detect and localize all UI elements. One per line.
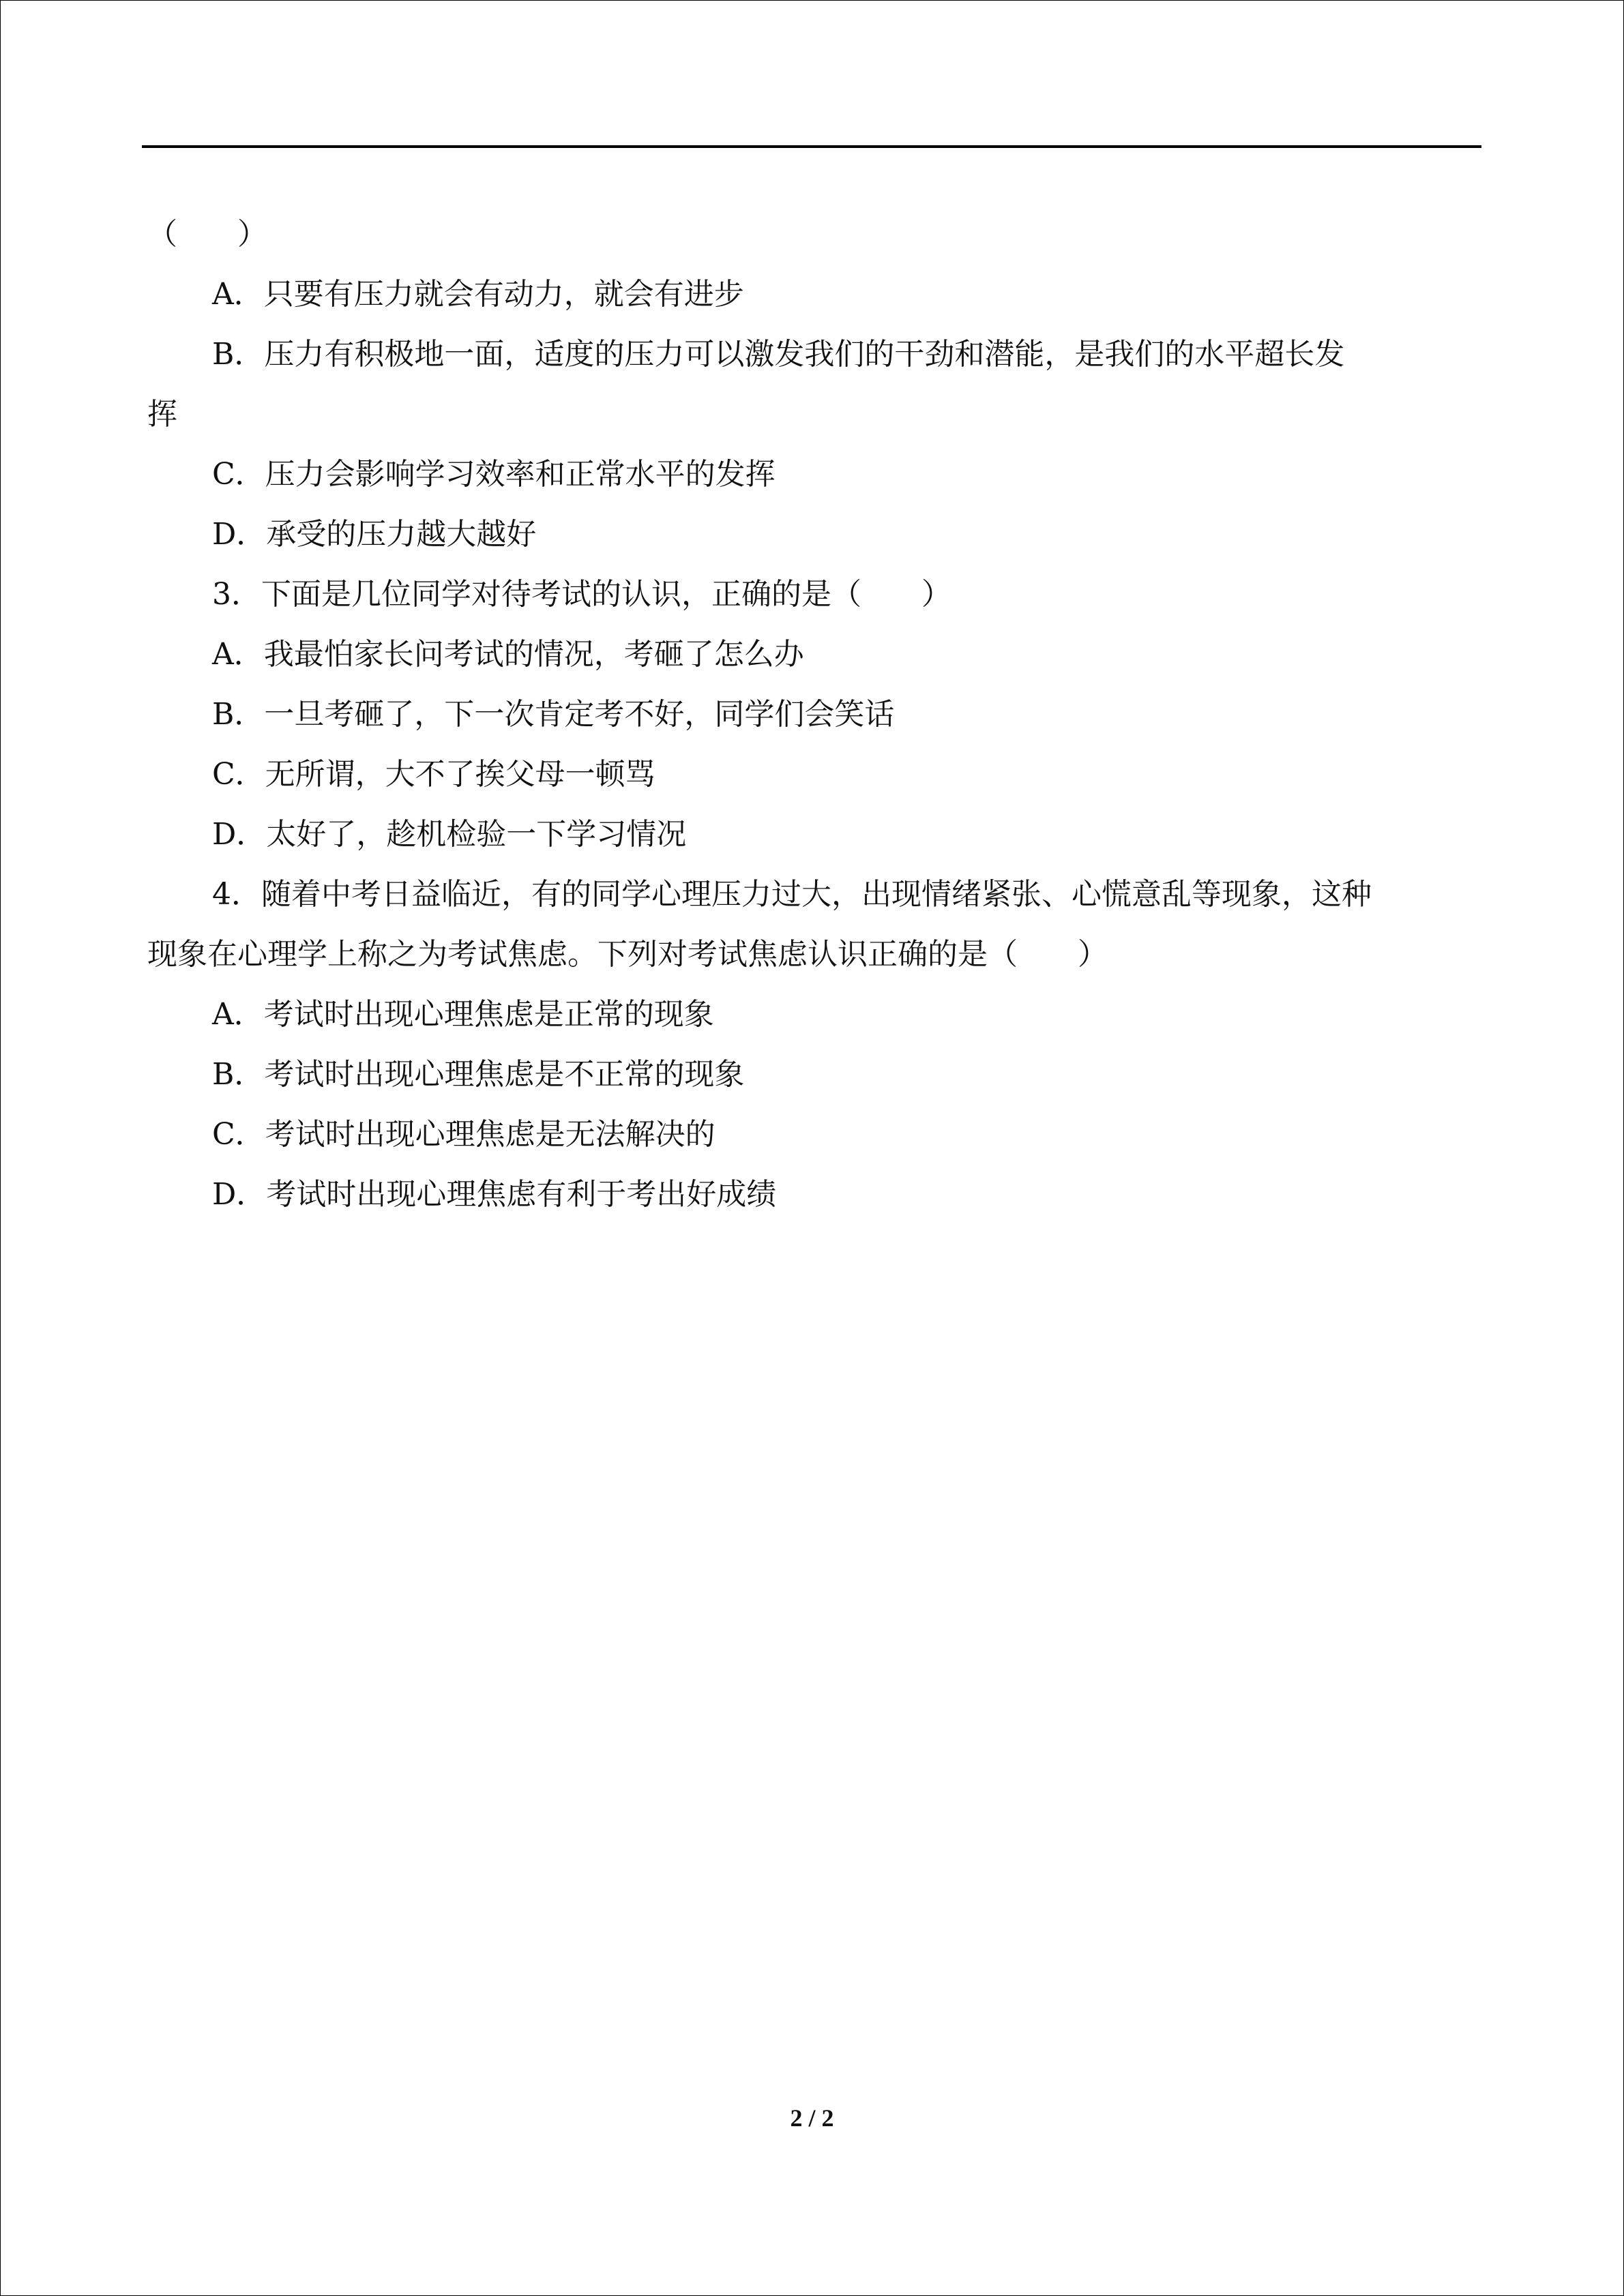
- page-number: 2 / 2: [790, 2104, 834, 2132]
- q4-stem-line1: 4．随着中考日益临近，有的同学心理压力过大，出现情绪紧张、心慌意乱等现象，这种: [212, 877, 1372, 912]
- q4-option-b: B．考试时出现心理焦虑是不正常的现象: [212, 1057, 745, 1092]
- q4-option-d: D．考试时出现心理焦虑有利于考出好成绩: [212, 1177, 777, 1212]
- header-rule: [142, 145, 1481, 148]
- q3-option-b: B．一旦考砸了，下一次肯定考不好，同学们会笑话: [212, 697, 895, 732]
- q2-option-a: A．只要有压力就会有动力，就会有进步: [212, 277, 744, 312]
- q2-stem-tail: （ ）: [147, 217, 267, 252]
- q2-option-d: D．承受的压力越大越好: [212, 517, 537, 552]
- q4-stem: [147, 865, 1477, 985]
- q4-stem-line2: 现象在心理学上称之为考试焦虑。下列对考试焦虑认识正确的是（ ）: [147, 937, 1108, 972]
- document-body: [147, 205, 1477, 1225]
- q3-option-d: D．太好了，趁机检验一下学习情况: [212, 817, 687, 852]
- q3-option-c: C．无所谓，大不了挨父母一顿骂: [212, 757, 655, 792]
- q2-option-b-line1: B．压力有积极地一面，适度的压力可以激发我们的干劲和潜能，是我们的水平超长发: [212, 337, 1345, 372]
- q4-option-c: C．考试时出现心理焦虑是无法解决的: [212, 1117, 715, 1152]
- q4-option-a: A．考试时出现心理焦虑是正常的现象: [212, 997, 714, 1032]
- q2-option-c: C．压力会影响学习效率和正常水平的发挥: [212, 457, 776, 492]
- q2-option-b-line2: 挥: [147, 397, 177, 432]
- q2-option-b: [147, 325, 1477, 445]
- q3-option-a: A．我最怕家长问考试的情况，考砸了怎么办: [212, 637, 804, 672]
- q3-stem: 3．下面是几位同学对待考试的认识，正确的是（ ）: [212, 577, 951, 612]
